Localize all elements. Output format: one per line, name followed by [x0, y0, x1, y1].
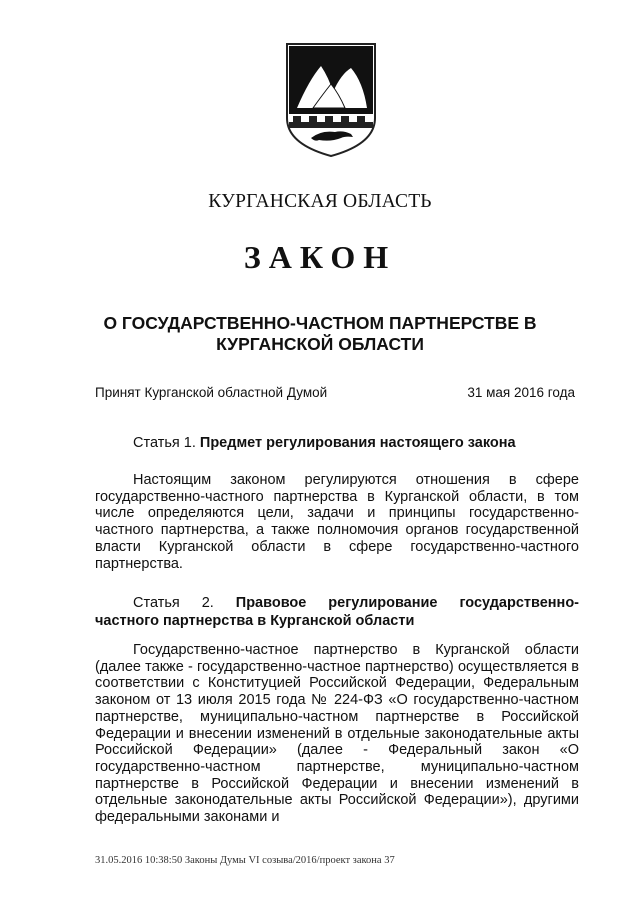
adoption-date: 31 мая 2016 года: [467, 385, 575, 400]
article-2-text: [95, 642, 579, 826]
article-1-heading: [133, 434, 516, 452]
paragraph: Настоящим законом регулируются отношения в сфере государственно-частного партнерства в Курганской области, в том числе определяются цели, задачи и принципы государственно-частного партнерства, а также полномочия органов государственной власти Курганской области в сфере государственно-частного партнерства.: [95, 472, 579, 572]
law-title: [60, 313, 580, 355]
law-title-line: КУРГАНСКОЙ ОБЛАСТИ: [216, 334, 424, 354]
paragraph: Государственно-частное партнерство в Курганской области (далее также - государственно-частное партнерство) осуществляется в соответствии с Конституцией Российской Федерации, Федеральным законом от 13 июля 2015 года № 224-ФЗ «О государственно-частном партнерстве, муниципально-частном партнерстве в Российской Федерации и внесении изменений в отдельные законодательные акты Российской Федерации» (далее - Федеральный закон «О государственно-частном партнерстве, муниципально-частном партнерстве в Российской Федерации и внесении изменений в отдельные законодательные акты Российской Федерации»), другими федеральными законами и: [95, 642, 579, 826]
article-2-heading: [95, 594, 579, 630]
document-type: ЗАКОН: [243, 239, 397, 275]
article-number: Статья 2.: [133, 595, 214, 611]
article-1-text: [95, 472, 579, 572]
adopted-by: Принят Курганской областной Думой: [95, 385, 328, 400]
footer-stamp: 31.05.2016 10:38:50 Законы Думы VI созыва/2016/проект закона 37: [95, 855, 395, 866]
article-number: Статья 1.: [133, 435, 196, 451]
article-heading: частного партнерства в Курганской области: [95, 613, 415, 629]
region-name: КУРГАНСКАЯ ОБЛАСТЬ: [208, 191, 432, 212]
article-heading: Правовое регулирование государственно-: [235, 595, 579, 611]
article-heading: Предмет регулирования настоящего закона: [199, 435, 516, 451]
law-title-line: О ГОСУДАРСТВЕННО-ЧАСТНОМ ПАРТНЕРСТВЕ В: [103, 313, 537, 333]
coat-of-arms-icon: [283, 40, 379, 160]
